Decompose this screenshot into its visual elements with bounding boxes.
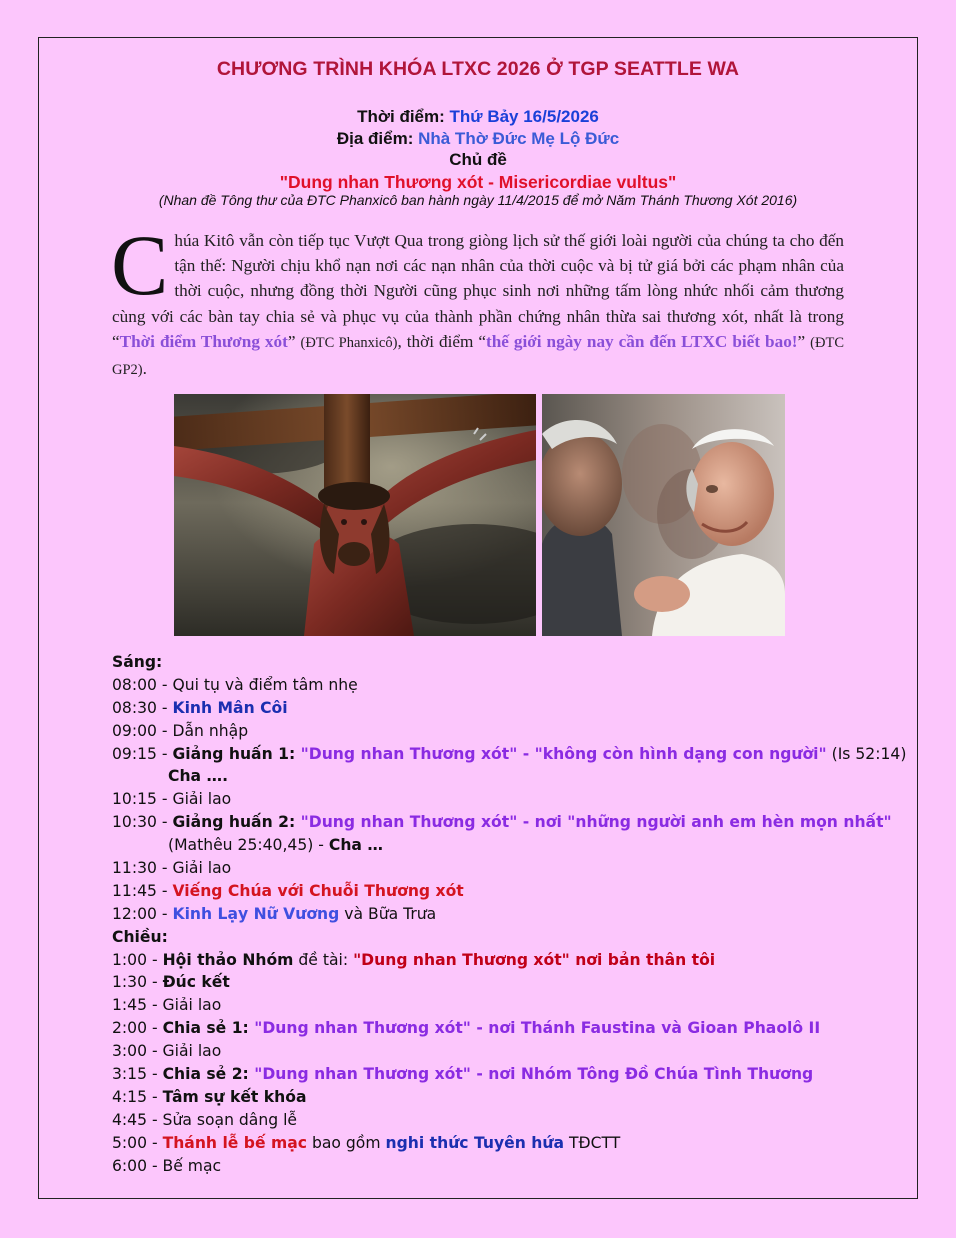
- pope-image: [542, 394, 785, 636]
- schedule-row: 1:45 - Giải lao: [112, 996, 222, 1015]
- schedule-row: 12:00 - Kinh Lạy Nữ Vương và Bữa Trưa: [112, 904, 437, 923]
- event-place: Địa điểm: Nhà Thờ Đức Mẹ Lộ Đức: [336, 129, 620, 148]
- schedule-row: 6:00 - Bế mạc: [112, 1156, 222, 1175]
- schedule-row: 11:30 - Giải lao: [112, 859, 232, 878]
- schedule-row: 10:15 - Giải lao: [112, 790, 232, 809]
- schedule-row: 08:30 - Kinh Mân Côi: [112, 698, 288, 717]
- schedule-afternoon-label: Chiều:: [112, 927, 168, 946]
- schedule-row: 5:00 - Thánh lễ bế mạc bao gồm nghi thức Tuyên hứa TĐCTT: [112, 1133, 621, 1152]
- schedule-row: 4:45 - Sửa soạn dâng lễ: [112, 1110, 298, 1129]
- schedule-morning-label: Sáng:: [112, 653, 163, 671]
- schedule-row: 10:30 - Giảng huấn 2: "Dung nhan Thương xót" - nơi "những người anh em hèn mọn nhất": [112, 813, 892, 832]
- schedule-row: 11:45 - Viếng Chúa với Chuỗi Thương xót: [112, 881, 464, 900]
- theme-title: "Dung nhan Thương xót - Misericordiae vultus": [279, 172, 677, 192]
- intro-paragraph: Chúa Kitô vẫn còn tiếp tục Vượt Qua trong giòng lịch sử thế giới loài người của chúng ta cho đến tận thế: Người chịu khổ nạn nơi các nạn nhân của thời cuộc và bị tử giá bởi các phạm nhân của thời cuộc, nhưng đồng thời Người cũng phục sinh nơi những tấm lòng nhức nhối cảm thương cùng với các bàn tay chia sẻ và phục vụ của thành phần chứng nhân thừa sai thương xót, nhất là trong “Thời điểm Thương xót” (ĐTC Phanxicô), thời điểm “thế giới ngày nay cần đến LTXC biết bao!” (ĐTC GP2).: [111, 217, 844, 379]
- schedule-row-speaker: (Mathêu 25:40,45) - Cha …: [168, 836, 383, 855]
- schedule-row: 08:00 - Qui tụ và điểm tâm nhẹ: [112, 675, 358, 694]
- schedule-row-speaker: Cha ….: [168, 767, 229, 786]
- pope-illustration: [542, 394, 785, 636]
- drop-cap: C: [111, 217, 169, 313]
- crucifixion-illustration: [174, 394, 536, 636]
- schedule-row: 09:15 - Giảng huấn 1: "Dung nhan Thương xót" - "không còn hình dạng con người" (Is 52:14): [112, 744, 907, 763]
- theme-note: (Nhan đề Tông thư của ĐTC Phanxicô ban hành ngày 11/4/2015 để mở Năm Thánh Thương Xót 2016): [158, 192, 798, 208]
- schedule: [112, 651, 907, 1177]
- page-title: CHƯƠNG TRÌNH KHÓA LTXC 2026 Ở TGP SEATTLE WA: [216, 58, 740, 80]
- schedule-row: 3:00 - Giải lao: [112, 1042, 222, 1061]
- theme-label: Chủ đề: [449, 150, 507, 169]
- event-date: Thời điểm: Thứ Bảy 16/5/2026: [357, 107, 599, 126]
- schedule-row: 1:00 - Hội thảo Nhóm đề tài: "Dung nhan Thương xót" nơi bản thân tôi: [112, 950, 716, 969]
- schedule-row: 2:00 - Chia sẻ 1: "Dung nhan Thương xót" - nơi Thánh Faustina và Gioan Phaolô II: [112, 1019, 821, 1038]
- schedule-row: 4:15 - Tâm sự kết khóa: [112, 1087, 307, 1106]
- schedule-row: 3:15 - Chia sẻ 2: "Dung nhan Thương xót" - nơi Nhóm Tông Đồ Chúa Tình Thương: [112, 1065, 814, 1084]
- crucifixion-image: [174, 394, 536, 636]
- schedule-row: 09:00 - Dẫn nhập: [112, 721, 249, 740]
- schedule-row: 1:30 - Đúc kết: [112, 973, 230, 992]
